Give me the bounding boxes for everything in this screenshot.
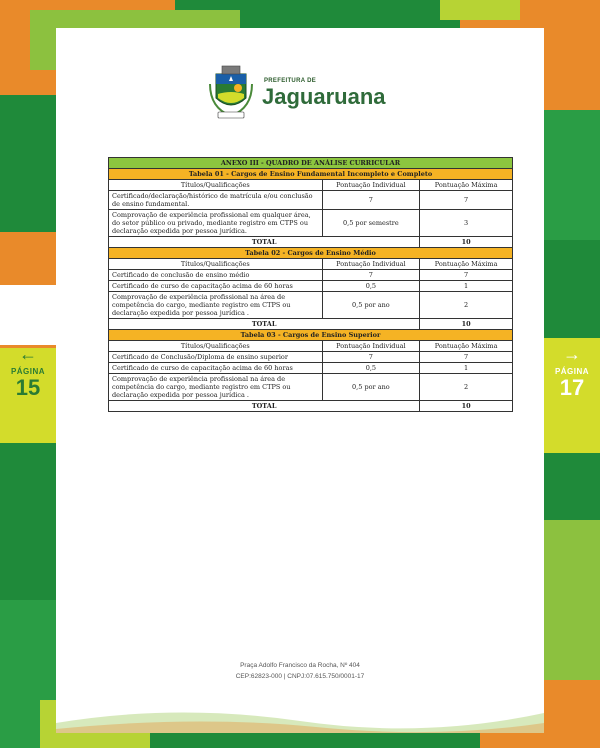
qualification-cell: Comprovação de experiência profissional na área de competência do cargo, mediante registro em CTPS ou declaração expedida por pessoa jurídica . <box>109 292 323 319</box>
column-header: Títulos/Qualificações <box>109 341 323 352</box>
logo-subtitle: PREFEITURA DE <box>264 78 317 84</box>
decor-block <box>0 285 56 345</box>
individual-score-cell: 0,5 <box>322 363 420 374</box>
individual-score-cell: 0,5 por ano <box>322 374 420 401</box>
prev-page-number: 15 <box>15 375 41 400</box>
individual-score-cell: 0,5 por semestre <box>322 210 420 237</box>
column-header: Títulos/Qualificações <box>109 259 323 270</box>
logo-title: Jaguaruana <box>262 84 386 109</box>
total-label: TOTAL <box>109 401 420 412</box>
qualification-cell: Certificado/declaração/histórico de matrícula e/ou conclusão de ensino fundamental. <box>109 191 323 210</box>
max-score-cell: 7 <box>420 352 513 363</box>
max-score-cell: 1 <box>420 281 513 292</box>
table-row <box>109 270 513 281</box>
column-header-row <box>109 259 513 270</box>
municipal-crest-icon <box>208 64 254 122</box>
max-score-cell: 7 <box>420 191 513 210</box>
decor-block <box>440 0 520 20</box>
table-row <box>109 281 513 292</box>
table-row <box>109 292 513 319</box>
total-row <box>109 319 513 330</box>
column-header-row <box>109 180 513 191</box>
table-row <box>109 210 513 237</box>
footer <box>56 660 544 682</box>
curricular-analysis-table <box>108 157 513 412</box>
column-header: Títulos/Qualificações <box>109 180 323 191</box>
prev-page-button[interactable] <box>0 345 56 400</box>
decor-block <box>544 110 600 240</box>
qualification-cell: Comprovação de experiência profissional na área de competência do cargo, mediante registro em CTPS ou declaração expedida por pessoa jurídica . <box>109 374 323 401</box>
individual-score-cell: 7 <box>322 191 420 210</box>
qualification-cell: Certificado de Conclusão/Diploma de ensino superior <box>109 352 323 363</box>
section-title-row <box>109 330 513 341</box>
footer-wave-decoration <box>56 693 544 733</box>
qualification-cell: Comprovação de experiência profissional em qualquer área, do setor público ou privado, mediante registro em CTPS ou declaração expedida por pessoa jurídica. <box>109 210 323 237</box>
max-score-cell: 7 <box>420 270 513 281</box>
prev-page-label: PÁGINA <box>10 367 46 376</box>
table-row <box>109 363 513 374</box>
table-title-row <box>109 158 513 169</box>
section-title: Tabela 01 - Cargos de Ensino Fundamental Incompleto e Completo <box>109 169 513 180</box>
qualification-cell: Certificado de curso de capacitação acima de 60 horas <box>109 363 323 374</box>
section-title-row <box>109 169 513 180</box>
max-score-cell: 3 <box>420 210 513 237</box>
footer-cep-cnpj: CEP:62823-000 | CNPJ:07.615.750/0001-17 <box>235 673 365 680</box>
individual-score-cell: 7 <box>322 270 420 281</box>
table-title: ANEXO III - QUADRO DE ANÁLISE CURRICULAR <box>109 158 513 169</box>
total-label: TOTAL <box>109 319 420 330</box>
column-header: Pontuação Máxima <box>420 180 513 191</box>
qualification-cell: Certificado de conclusão de ensino médio <box>109 270 323 281</box>
qualification-cell: Certificado de curso de capacitação acima de 60 horas <box>109 281 323 292</box>
column-header: Pontuação Individual <box>322 341 420 352</box>
individual-score-cell: 0,5 <box>322 281 420 292</box>
arrow-right-icon: → <box>563 344 581 364</box>
individual-score-cell: 7 <box>322 352 420 363</box>
total-row <box>109 401 513 412</box>
table-row <box>109 374 513 401</box>
next-page-button[interactable] <box>544 345 600 400</box>
arrow-left-icon: ← <box>19 344 37 364</box>
jaguaruana-logo <box>208 64 408 128</box>
section-title-row <box>109 248 513 259</box>
max-score-cell: 1 <box>420 363 513 374</box>
table-row <box>109 352 513 363</box>
total-value: 10 <box>420 401 513 412</box>
section-title: Tabela 03 - Cargos de Ensino Superior <box>109 330 513 341</box>
document-page <box>56 28 544 733</box>
next-page-number: 17 <box>559 375 585 400</box>
total-row <box>109 237 513 248</box>
next-page-label: PÁGINA <box>554 367 590 376</box>
table-row <box>109 191 513 210</box>
column-header: Pontuação Máxima <box>420 341 513 352</box>
individual-score-cell: 0,5 por ano <box>322 292 420 319</box>
column-header: Pontuação Individual <box>322 180 420 191</box>
total-value: 10 <box>420 319 513 330</box>
column-header: Pontuação Individual <box>322 259 420 270</box>
column-header-row <box>109 341 513 352</box>
column-header: Pontuação Máxima <box>420 259 513 270</box>
max-score-cell: 2 <box>420 292 513 319</box>
section-title: Tabela 02 - Cargos de Ensino Médio <box>109 248 513 259</box>
total-value: 10 <box>420 237 513 248</box>
max-score-cell: 2 <box>420 374 513 401</box>
footer-address: Praça Adolfo Francisco da Rocha, Nº 404 <box>240 662 360 669</box>
total-label: TOTAL <box>109 237 420 248</box>
